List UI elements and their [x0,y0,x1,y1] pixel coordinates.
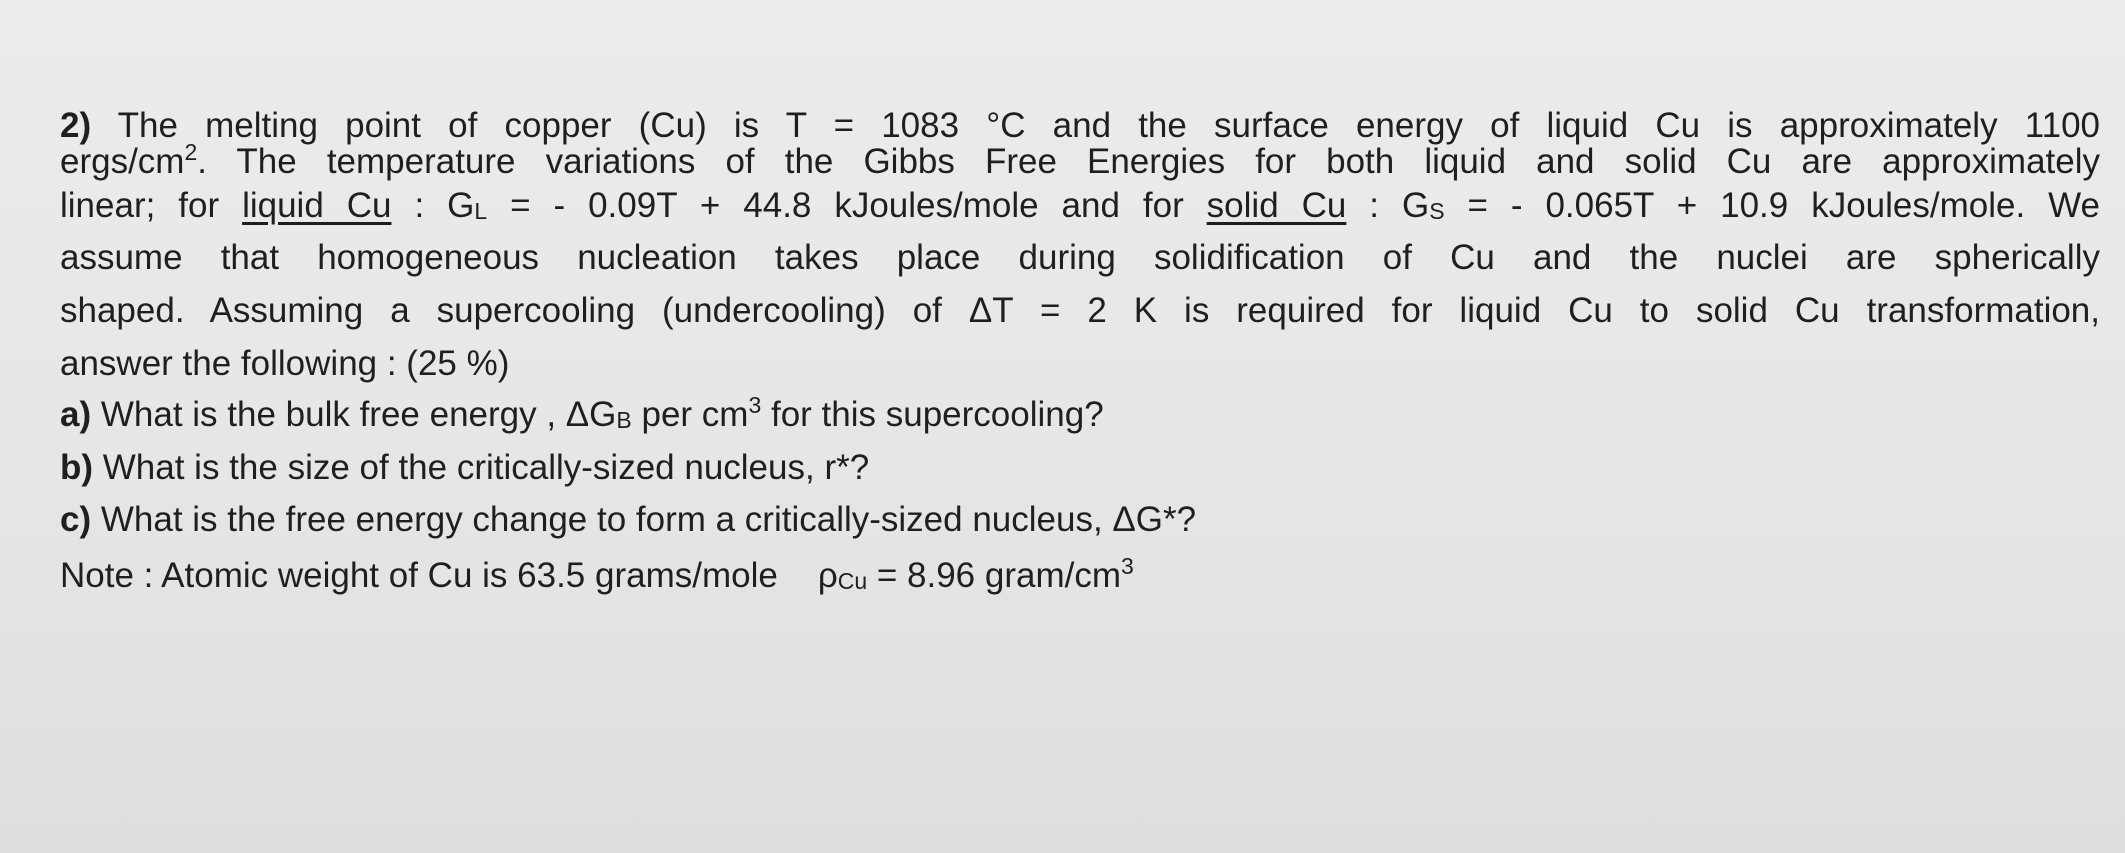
question-a-sub: B [616,407,632,433]
density-unit-sup: 3 [1121,553,1134,579]
problem-line-2-a: ergs/cm [60,142,185,181]
question-a-mid: per cm [631,395,749,434]
g-liquid-subscript: L [474,198,488,224]
g-solid-subscript: S [1429,198,1445,224]
problem-line-3-c: = - 0.09T + 44.8 kJoules/mole and for [487,186,1207,225]
problem-line-5: shaped. Assuming a supercooling (undercooling) of ΔT = 2 K is required for liquid Cu to solid Cu transformation, [60,291,2100,330]
question-c [60,498,2100,542]
question-a-post: for this supercooling? [761,395,1104,434]
liquid-cu-label: liquid Cu [242,186,392,225]
problem-line-3 [60,184,2100,233]
problem-line-3-b: : G [391,186,475,225]
density-value: = 8.96 gram/cm [867,556,1121,595]
problem-line-3-a: linear; for [60,186,243,225]
rho-subscript: Cu [837,568,868,594]
problem-line-3-d: : G [1346,186,1430,225]
problem-line-3-e: = - 0.065T + 10.9 kJoules/mole. We [1444,186,2100,225]
question-a [60,393,2100,442]
solid-cu-label: solid Cu [1206,186,1347,225]
problem-line-4: assume that homogeneous nucleation takes place during solidification of Cu and the nuclei are spherically [60,238,2100,277]
problem-line-6: answer the following : (25 %) [60,344,510,383]
problem-line-2 [60,140,2100,184]
question-b [60,446,2100,490]
problem-line-2-b: . The temperature variations of the Gibbs Free Energies for both liquid and solid Cu are approximately [197,142,2100,181]
question-a-sup: 3 [748,392,762,418]
question-c-label: c) [60,500,92,539]
problem-line-2-sup: 2 [184,139,198,165]
density-symbol [818,554,867,603]
note-text: Note : Atomic weight of Cu is 63.5 grams/mole [60,556,778,595]
question-a-label: a) [60,395,92,434]
question-b-text: What is the size of the critically-sized nucleus, r*? [93,448,870,487]
question-a-pre: What is the bulk free energy , ΔG [91,395,617,434]
note-line [60,554,2100,603]
rho-symbol: ρ [817,556,838,595]
question-b-label: b) [60,448,94,487]
problem-number: 2) [60,106,92,145]
problem-line-1-text: The melting point of copper (Cu) is T = 1083 °C and the surface energy of liquid Cu is approximately 1100 [91,106,2100,145]
question-c-text: What is the free energy change to form a critically-sized nucleus, ΔG*? [91,500,1197,539]
